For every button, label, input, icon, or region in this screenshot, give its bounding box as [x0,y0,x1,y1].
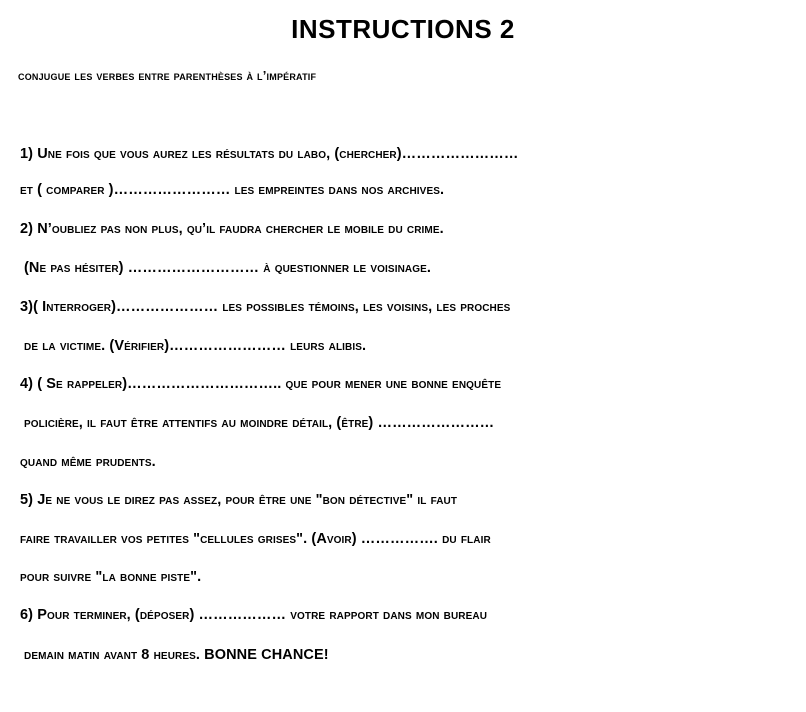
exercise-line-13: 6) Pour terminer, (déposer) ……………… votre rapport dans mon bureau [20,607,488,623]
exercise-line-12: pour suivre "la bonne piste". [20,569,202,585]
exercise-line-7: 4) ( Se rappeler)………………………….. que pour mener une bonne enquête [20,376,502,392]
exercise-line-9: quand même prudents. [20,454,156,470]
exercise-line-14: demain matin avant 8 heures. BONNE CHANCE! [24,647,329,663]
exercise-line-5: 3)( Interroger)………………… les possibles témoins, les voisins, les proches [20,299,511,315]
exercise-line-3: 2) N’oubliez pas non plus, qu’il faudra chercher le mobile du crime. [20,221,444,237]
instruction-subtitle: conjugue les verbes entre parenthèses à l’impératif [18,68,317,83]
exercise-line-10: 5) Je ne vous le direz pas assez, pour être une "bon détective" il faut [20,492,458,508]
exercise-line-2: et ( comparer )…………………… les empreintes dans nos archives. [20,182,445,198]
page-title: INSTRUCTIONS 2 [291,14,515,44]
exercise-line-6: de la victime. (Vérifier)…………………… leurs alibis. [24,338,367,354]
exercise-line-4: (Ne pas hésiter) ……………………… à questionner le voisinage. [24,260,431,276]
exercise-line-1: 1) Une fois que vous aurez les résultats du labo, (chercher)…………………… [20,146,519,162]
exercise-line-11: faire travailler vos petites "cellules grises". (Avoir) ……………. du flair [20,531,491,547]
exercise-line-8: policière, il faut être attentifs au moindre détail, (être) …………………… [24,415,495,431]
